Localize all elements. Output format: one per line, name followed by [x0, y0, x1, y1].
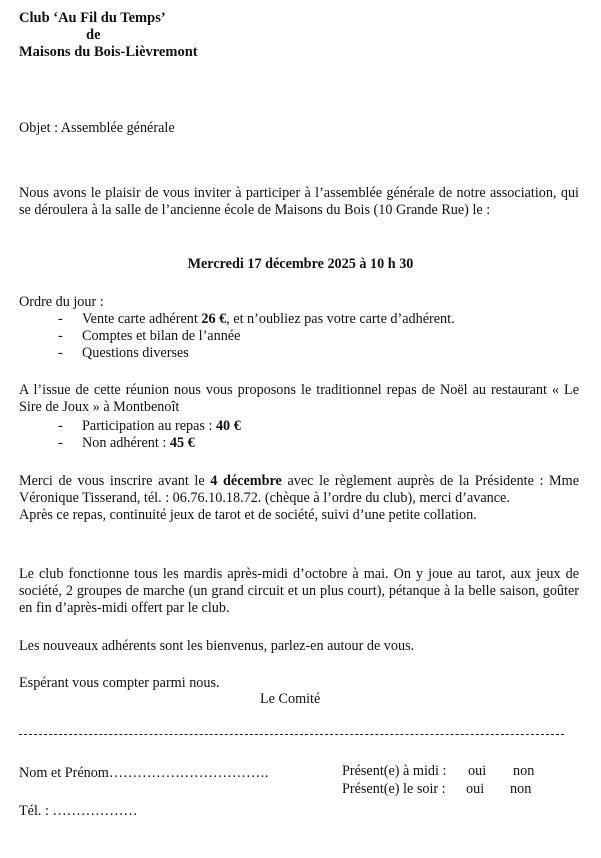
new-members-text: Les nouveaux adhérents sont les bienvenus, parlez-en autour de vous.: [19, 638, 415, 654]
intro-text: Nous avons le plaisir de vous inviter à participer à l’assemblée générale de notre association, qui se déroulera à la salle de l’ancienne école de Maisons du Bois (10 Grande Rue) le :: [19, 185, 579, 218]
repas-text: A l’issue de cette réunion nous vous proposons le traditionnel repas de Noël au restaurant « Le Sire de Joux » à Montbenoît: [19, 382, 579, 415]
agenda-item-card-text-end: , et n’oubliez pas votre carte d’adhérent.: [226, 311, 455, 327]
club-de: de: [86, 27, 101, 43]
cut-line-divider: [19, 734, 564, 735]
inscription-deadline: 4 décembre: [210, 473, 282, 489]
agenda-title: Ordre du jour :: [19, 294, 104, 310]
tel-field: Tél. : ………………: [19, 803, 138, 819]
repas-price-nonmember: [58, 435, 241, 452]
closing-text: Espérant vous compter parmi nous.: [19, 675, 220, 691]
intro-paragraph: [19, 185, 579, 219]
agenda-item-questions: - Questions diverses: [58, 345, 455, 362]
present-midi-non[interactable]: non: [513, 763, 535, 779]
inscription-text-start: Merci de vous inscrire avant le: [19, 473, 211, 489]
agenda-item-card-text: Vente carte adhérent: [82, 311, 202, 327]
meeting-date: Mercredi 17 décembre 2025 à 10 h 30: [187, 256, 414, 272]
club-name: Club ‘Au Fil du Temps’: [19, 10, 166, 26]
repas-price-member-value: 40 €: [215, 418, 241, 434]
club-info-paragraph: [19, 566, 579, 617]
agenda-item-accounts: - Comptes et bilan de l’année: [58, 328, 455, 345]
inscription-paragraph: [19, 473, 579, 524]
signature: Le Comité: [260, 691, 321, 707]
present-soir-oui[interactable]: oui: [466, 781, 485, 797]
present-soir-label: Présent(e) le soir :: [342, 781, 446, 797]
agenda-item-card: [58, 311, 455, 328]
present-midi-label: Présent(e) à midi :: [342, 763, 447, 779]
repas-price-member: [58, 418, 241, 435]
club-header: [19, 10, 198, 61]
repas-price-member-label: Participation au repas :: [82, 418, 216, 434]
agenda-list: [58, 311, 455, 362]
repas-price-nonmember-label: Non adhérent :: [82, 435, 170, 451]
repas-price-nonmember-value: 45 €: [169, 435, 195, 451]
repas-paragraph: [19, 382, 579, 416]
club-location: Maisons du Bois-Lièvremont: [19, 44, 198, 60]
repas-price-list: [58, 418, 241, 452]
subject-line: Objet : Assemblée générale: [19, 120, 175, 136]
club-info-text: Le club fonctionne tous les mardis après-midi d’octobre à mai. On y joue au tarot, aux jeux de société, 2 groupes de marche (un grand circuit et un plus court), pétanque à la belle saison, goûter en fin d’après-midi offert par le club.: [19, 566, 579, 616]
name-field: Nom et Prénom…………………………….: [19, 765, 269, 781]
inscription-activities: Après ce repas, continuité jeux de tarot et de société, suivi d’une petite collation.: [19, 507, 477, 523]
inscription-text-end: avec le règlement auprès de la Présidente : Mme Véronique Tisserand, tél. : 06.76.10.18.72. (chèque à l’ordre du club), merci d’avance.: [19, 473, 580, 506]
agenda-item-card-price: 26 €: [201, 311, 227, 327]
present-midi-oui[interactable]: oui: [468, 763, 487, 779]
inscription-text: [19, 473, 579, 507]
present-soir-non[interactable]: non: [510, 781, 532, 797]
